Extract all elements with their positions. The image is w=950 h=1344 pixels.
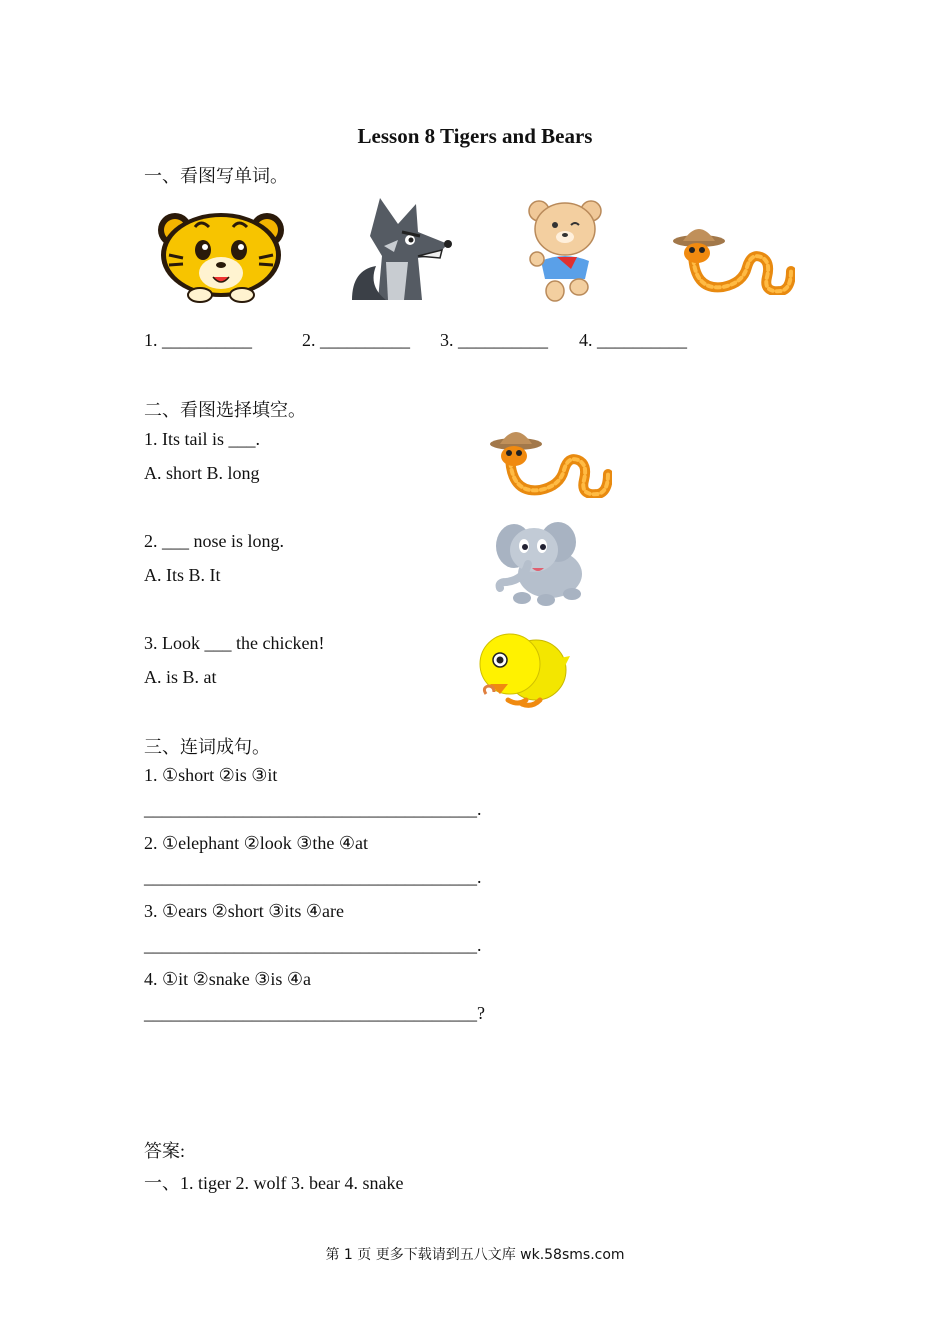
page-title: Lesson 8 Tigers and Bears (357, 124, 593, 148)
answers-heading: 答案: (144, 1141, 186, 1161)
section1-heading: 一、看图写单词。 (144, 166, 288, 186)
question-3-options: A. is B. at (144, 667, 217, 687)
reorder-2-words: 2. ①elephant ②look ③the ④at (144, 833, 368, 853)
section3-heading: 三、连词成句。 (144, 737, 270, 757)
question-1: 1. Its tail is ___. (144, 429, 260, 449)
question-2: 2. ___ nose is long. (144, 531, 285, 551)
reorder-4-words: 4. ①it ②snake ③is ④a (144, 969, 312, 989)
bear-picture (527, 199, 603, 302)
tiger-picture (155, 205, 287, 303)
snake-picture (490, 424, 612, 498)
blank-3[interactable]: 3. __________ (440, 330, 548, 350)
wolf-picture (348, 196, 456, 302)
blank-2[interactable]: 2. __________ (302, 330, 410, 350)
reorder-3-words: 3. ①ears ②short ③its ④are (144, 901, 345, 921)
page-footer: 第 1 页 更多下载请到五八文库 wk.58sms.com (325, 1247, 625, 1263)
chicken-picture (478, 628, 570, 712)
question-2-options: A. Its B. It (144, 565, 221, 585)
reorder-3-answer-line[interactable]: _____________________________________. (144, 935, 482, 955)
answers-line-1: 一、1. tiger 2. wolf 3. bear 4. snake (144, 1173, 404, 1193)
reorder-4-answer-line[interactable]: _____________________________________? (144, 1003, 485, 1023)
question-3: 3. Look ___ the chicken! (144, 633, 325, 653)
snake-picture (673, 221, 795, 295)
reorder-1-words: 1. ①short ②is ③it (144, 765, 278, 785)
section2-heading: 二、看图选择填空。 (144, 400, 306, 420)
blank-4[interactable]: 4. __________ (579, 330, 687, 350)
reorder-2-answer-line[interactable]: _____________________________________. (144, 867, 482, 887)
reorder-1-answer-line[interactable]: _____________________________________. (144, 799, 482, 819)
elephant-picture (488, 516, 590, 606)
blank-1[interactable]: 1. __________ (144, 330, 252, 350)
question-1-options: A. short B. long (144, 463, 260, 483)
